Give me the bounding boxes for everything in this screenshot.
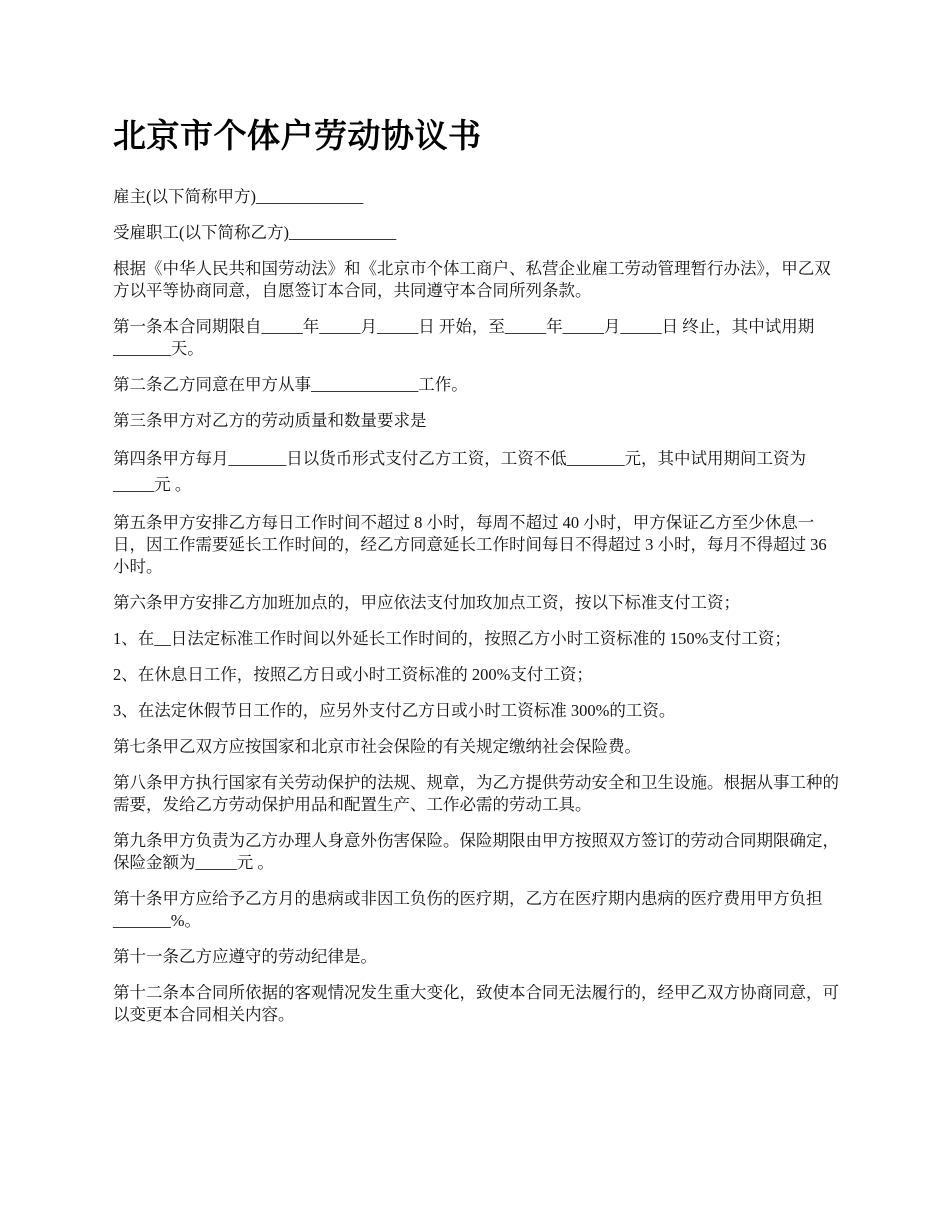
paragraph-item-3: 3、在法定休假节日工作的，应另外支付乙方日或小时工资标准 300%的工资。 <box>113 701 676 720</box>
paragraph-article-5: 第五条甲方安排乙方每日工作时间不超过 8 小时，每周不超过 40 小时，甲方保证乙方至少休息一日，因工作需要延长工作时间的，经乙方同意延长工作时间每日不得超过 3 小时，每月不得超过 36 小时。 <box>113 513 827 576</box>
paragraph-article-11: 第十一条乙方应遵守的劳动纪律是。 <box>113 947 377 966</box>
paragraph-article-3: 第三条甲方对乙方的劳动质量和数量要求是 <box>113 411 427 430</box>
document-page <box>113 112 843 1040</box>
paragraph-preamble: 根据《中华人民共和国劳动法》和《北京市个体工商户、私营企业雇工劳动管理暂行办法》，甲乙双方以平等协商同意，自愿签订本合同，共同遵守本合同所列条款。 <box>113 259 831 300</box>
paragraph-article-9: 第九条甲方负责为乙方办理人身意外伤害保险。保险期限由甲方按照双方签订的劳动合同期限确定，保险金额为_____元 。 <box>113 831 839 872</box>
paragraph-article-7: 第七条甲乙双方应按国家和北京市社会保险的有关规定缴纳社会保险费。 <box>113 737 641 756</box>
paragraph-article-6: 第六条甲方安排乙方加班加点的，甲应依法支付加玫加点工资，按以下标准支付工资； <box>113 593 740 612</box>
paragraph-article-8: 第八条甲方执行国家有关劳动保护的法规、规章，为乙方提供劳动安全和卫生设施。根据从事工种的需要，发给乙方劳动保护用品和配置生产、工作必需的劳动工具。 <box>113 773 839 814</box>
paragraph-article-12: 第十二条本合同所依据的客观情况发生重大变化，致使本合同无法履行的，经甲乙双方协商同意，可以变更本合同相关内容。 <box>113 983 839 1024</box>
document-title: 北京市个体户劳动协议书 <box>113 116 482 155</box>
paragraph-article-2: 第二条乙方同意在甲方从事_____________工作。 <box>113 375 468 394</box>
paragraph-article-4: 第四条甲方每月_______日以货币形式支付乙方工资，工资不低_______元，其中试用期间工资为_____元 。 <box>113 449 806 494</box>
paragraph-item-2: 2、在休息日工作，按照乙方日或小时工资标准的 200%支付工资； <box>113 665 593 684</box>
paragraph-employee: 受雇职工(以下简称乙方)_____________ <box>113 223 397 242</box>
paragraph-employer: 雇主(以下简称甲方)_____________ <box>113 187 364 206</box>
paragraph-article-10: 第十条甲方应给予乙方月的患病或非因工负伤的医疗期，乙方在医疗期内患病的医疗费用甲方负担_______%。 <box>113 889 823 930</box>
paragraph-item-1: 1、在__日法定标准工作时间以外延长工作时间的，按照乙方小时工资标准的 150%支付工资； <box>113 629 791 648</box>
paragraph-article-1: 第一条本合同期限自_____年_____月_____日 开始，至_____年_____月_____日 终止，其中试用期_______天。 <box>113 317 815 358</box>
